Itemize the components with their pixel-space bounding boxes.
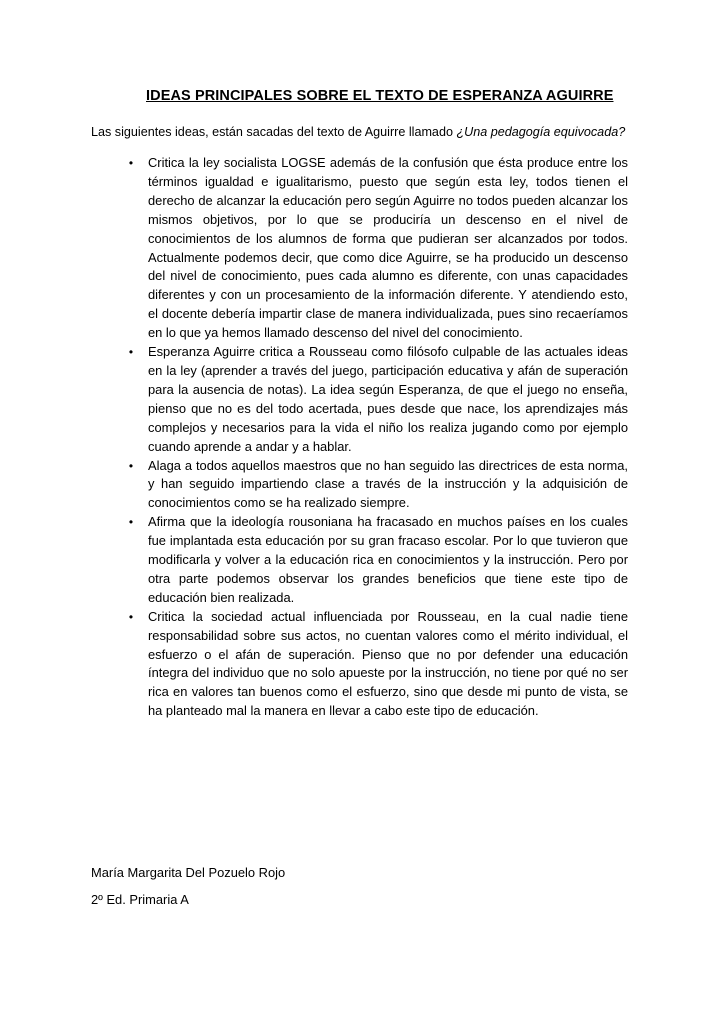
idea-item <box>91 154 628 343</box>
idea-item <box>91 343 628 456</box>
idea-text: Critica la sociedad actual influenciada por Rousseau, en la cual nadie tiene responsabilidad sobre sus actos, no cuentan valores como el mérito individual, el esfuerzo o el afán de superación. Pienso que no por defender una educación íntegra del individuo que no solo apueste por la instrucción, no tiene por qué no ser rica en valores tan buenos como el esfuerzo, sino que desde mi punto de vista, se ha planteado mal la manera en llevar a cabo este tipo de educación. <box>148 608 628 719</box>
document-title: IDEAS PRINCIPALES SOBRE EL TEXTO DE ESPERANZA AGUIRRE <box>146 88 614 104</box>
idea-item <box>91 608 628 721</box>
bullet-icon: • <box>128 156 134 170</box>
idea-text: Esperanza Aguirre critica a Rousseau como filósofo culpable de las actuales ideas en la ley (aprender a través del juego, participación educativa y afán de superación para la ausencia de notas). La idea según Esperanza, de que el juego no enseña, pienso que no es del todo acertada, pues desde que nace, los aprendizajes más complejos y necesarios para la vida el niño los realiza jugando como por ejemplo cuando aprende a andar y a hablar. <box>148 344 628 454</box>
idea-text: Critica la ley socialista LOGSE además de la confusión que ésta produce entre los términos igualdad e igualitarismo, puesto que según esta ley, todos tienen el derecho de alcanzar la educación pero según Aguirre no todos pueden alcanzar los mismos objetivos, por lo que se produciría un descenso en el nivel de conocimientos de los alumnos de forma que pudieran ser alcanzados por todos. Actualmente podemos decir, que como dice Aguirre, se ha producido un descenso del nivel de conocimiento, pues cada alumno es diferente, con unas capacidades diferentes y con un procesamiento de la información diferente. Y atendiendo esto, el docente debería impartir clase de manera individualizada, pues sino recaeríamos en lo que ya hemos llamado descenso del nivel del conocimiento. <box>148 155 628 341</box>
idea-item <box>91 513 628 608</box>
bullet-icon: • <box>128 515 134 530</box>
author-name: María Margarita Del Pozuelo Rojo <box>91 865 286 880</box>
idea-item <box>91 457 628 514</box>
ideas-list <box>91 154 628 721</box>
intro-text: Las siguientes ideas, están sacadas del texto de Aguirre llamado <box>91 125 457 139</box>
intro-paragraph <box>91 125 625 139</box>
bullet-icon: • <box>128 345 134 360</box>
idea-text: Alaga a todos aquellos maestros que no han seguido las directrices de esta norma, y han seguido impartiendo clase a través de la instrucción y la adquisición de conocimientos como se ha realizado siempre. <box>148 457 628 511</box>
course-label: 2º Ed. Primaria A <box>91 892 189 907</box>
source-title: ¿Una pedagogía equivocada? <box>456 125 626 139</box>
idea-text: Afirma que la ideología rousoniana ha fracasado en muchos países en los cuales fue implantada esta educación por su gran fracaso escolar. Por lo que tuvieron que modificarla y volver a la educación rica en conocimientos y la instrucción. Pero por otra parte podemos observar los grandes beneficios que tiene este tipo de educación bien realizada. <box>148 514 628 605</box>
bullet-icon: • <box>128 458 134 473</box>
bullet-icon: • <box>128 609 134 624</box>
